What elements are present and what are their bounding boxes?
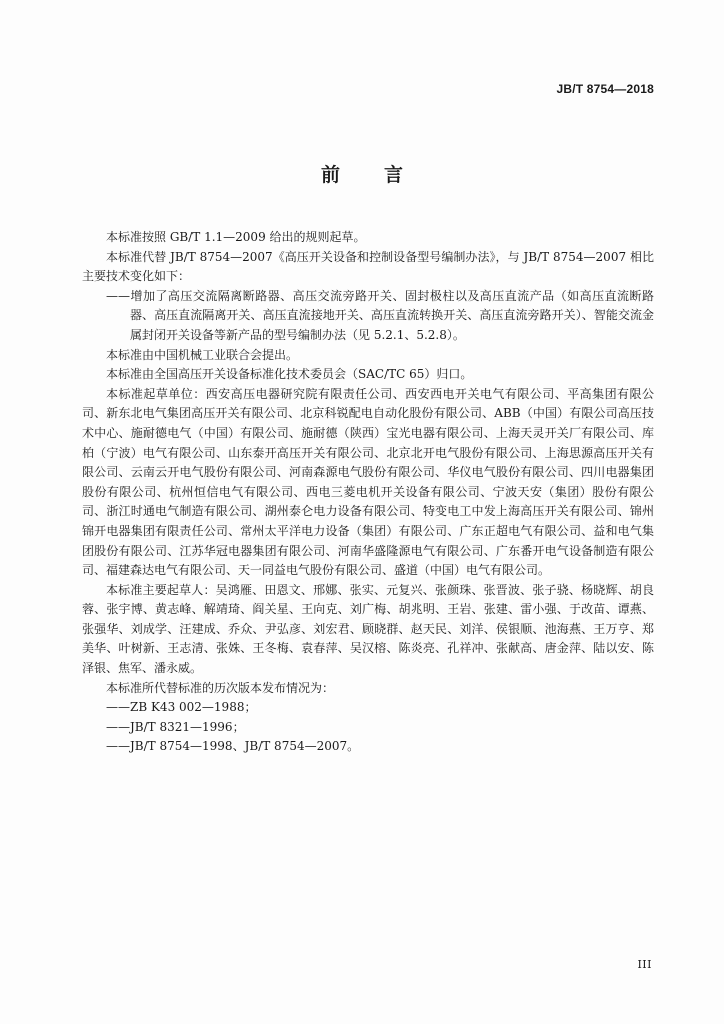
paragraph-drafters: 本标准主要起草人：吴鸿雁、田恩文、邢娜、张实、元复兴、张颜珠、张晋波、张子骁、杨晓辉、胡良蓉、张宇博、黄志峰、解靖琦、阎关星、王向克、刘广梅、胡兆明、王岩、张建、雷小强、于改苗、谭燕、张强华、刘成学、汪建成、乔众、尹弘彦、刘宏君、顾晓群、赵天民、刘洋、侯银顺、池海燕、王万亨、郑美华、叶树新、王志清、张姝、王冬梅、袁春萍、吴汉榕、陈炎亮、孔祥冲、张献高、唐金萍、陆以安、陈泽银、焦军、潘永威。 (82, 582, 654, 676)
page-title: 前言 (320, 164, 447, 186)
paragraph-drafting-units: 本标准起草单位：西安高压电器研究院有限责任公司、西安西电开关电气有限公司、平高集团有限公司、新东北电气集团高压开关有限公司、北京科锐配电自动化股份有限公司、ABB（中国）有限公司高压技术中心、施耐德电气（中国）有限公司、施耐德（陕西）宝光电器有限公司、上海天灵开关厂有限公司、库柏（宁波）电气有限公司、山东泰开高压开关有限公司、北京北开电气股份有限公司、上海思源高压开关有限公司、云南云开电气股份有限公司、河南森源电气股份有限公司、华仪电气股份有限公司、四川电器集团股份有限公司、杭州恒信电气有限公司、西电三菱电机开关设备有限公司、宁波天安（集团）股份有限公司、浙江时通电气制造有限公司、湖州泰仑电力设备有限公司、特变电工中发上海高压开关有限公司、锦州锦开电器集团有限责任公司、常州太平洋电力设备（集团）有限公司、广东正超电气有限公司、益和电气集团股份有限公司、江苏华冠电器集团有限公司、河南华盛隆源电气有限公司、广东番开电气设备制造有限公司、福建森达电气有限公司、天一同益电气股份有限公司、盛道（中国）电气有限公司。 (82, 386, 654, 578)
list-item-history: ——JB/T 8321—1996； (106, 719, 245, 734)
paragraph-committee: 本标准由全国高压开关设备标准化技术委员会（SAC/TC 65）归口。 (106, 367, 473, 382)
standard-code-header: JB/T 8754—2018 (556, 82, 654, 96)
paragraph-proposer: 本标准由中国机械工业联合会提出。 (106, 347, 299, 362)
paragraph-history-intro: 本标准所代替标准的历次版本发布情况为： (106, 680, 335, 695)
foreword-body (82, 228, 654, 757)
page-number: III (637, 958, 652, 971)
list-item-history: ——ZB K43 002—1988； (106, 700, 257, 715)
list-item-technical-change: ——增加了高压交流隔离断路器、高压交流旁路开关、固封极柱以及高压直流产品（如高压直流断路器、高压直流隔离开关、高压直流接地开关、高压直流转换开关、高压直流旁路开关）、智能交流金属封闭开关设备等新产品的型号编制办法（见 5.2.1、5.2.8）。 (106, 288, 654, 342)
list-item-history: ——JB/T 8754—1998、JB/T 8754—2007。 (106, 739, 360, 754)
paragraph-drafting-rules: 本标准按照 GB/T 1.1—2009 给出的规则起草。 (106, 230, 366, 244)
paragraph-replacement: 本标准代替 JB/T 8754—2007《高压开关设备和控制设备型号编制办法》，与 JB/T 8754—2007 相比主要技术变化如下： (82, 249, 654, 284)
